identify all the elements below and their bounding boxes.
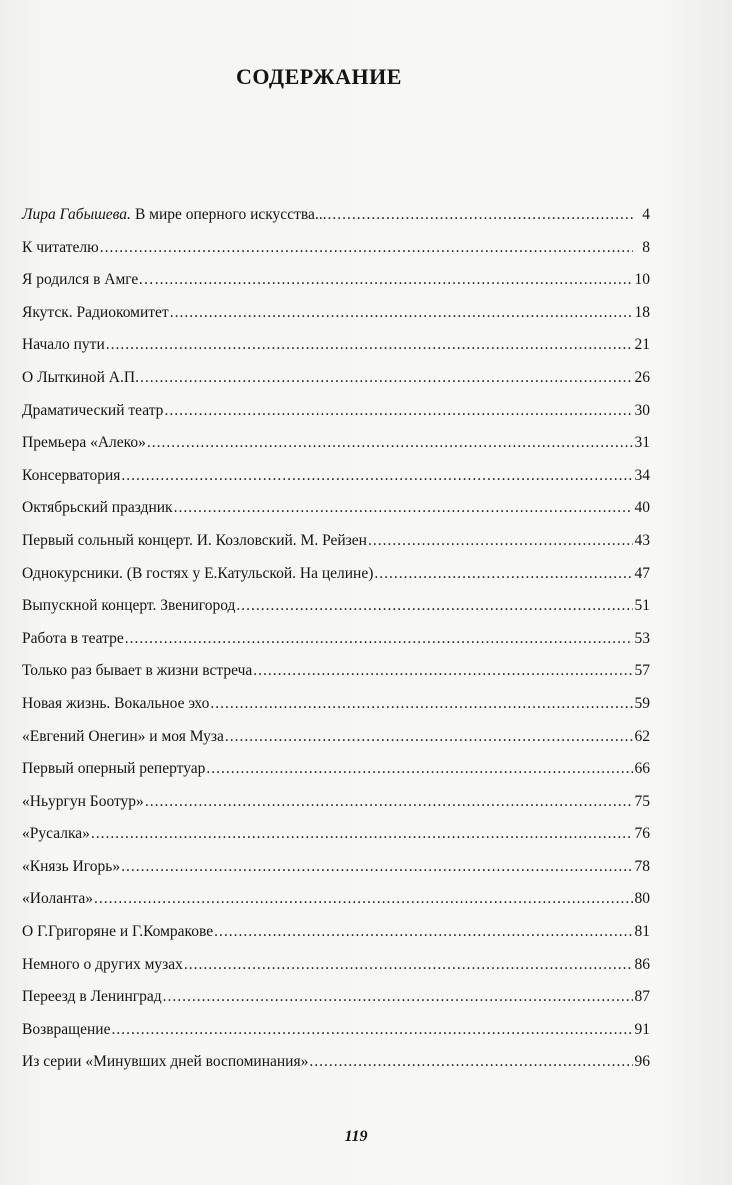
toc-entry-page-number: 66 xyxy=(634,760,650,778)
toc-entry-page-number: 8 xyxy=(642,238,650,256)
toc-entry xyxy=(22,336,650,369)
toc-entry-page-number: 10 xyxy=(634,271,650,289)
toc-entry-page-number: 80 xyxy=(634,890,650,908)
toc-entry-page-number: 31 xyxy=(634,434,650,452)
toc-entry-page-number: 57 xyxy=(634,662,650,680)
toc-dot-leader xyxy=(253,662,633,680)
toc-dot-leader xyxy=(225,728,633,746)
toc-entry xyxy=(22,662,650,695)
toc-dot-leader xyxy=(163,988,633,1006)
toc-entry-title: «Иоланта» xyxy=(22,890,93,908)
toc-dot-leader xyxy=(236,597,633,615)
toc-entry-page-number: 26 xyxy=(634,368,650,386)
toc-entry-title: Переезд в Ленинград xyxy=(22,988,162,1006)
toc-entry-title: Немного о других музах xyxy=(22,955,183,973)
toc-entry-title: Первый оперный репертуар xyxy=(22,760,206,778)
toc-entry-page-number: 86 xyxy=(634,955,650,973)
toc-entry-title: Первый сольный концерт. И. Козловский. М. Рейзен xyxy=(22,531,367,549)
toc-dot-leader xyxy=(121,858,633,876)
toc-entry-title: Из серии «Минувших дней воспоминания» xyxy=(22,1053,309,1071)
toc-dot-leader xyxy=(214,923,633,941)
toc-entry xyxy=(22,728,650,761)
toc-dot-leader xyxy=(121,467,633,485)
toc-entry-title: Октябрьский праздник xyxy=(22,499,173,517)
page-title: СОДЕРЖАНИЕ xyxy=(236,64,402,89)
toc-entry xyxy=(22,760,650,793)
toc-entry-page-number: 75 xyxy=(634,792,650,810)
toc-entry-title: Консерватория xyxy=(22,466,121,484)
toc-entry xyxy=(22,1053,650,1086)
toc-entry-title: О Лыткиной А.П. xyxy=(22,368,139,386)
toc-dot-leader xyxy=(164,402,633,420)
toc-entry-title: «Русалка» xyxy=(22,825,90,843)
toc-entry-author: Лира Габышева. xyxy=(22,206,131,223)
toc-dot-leader xyxy=(125,630,633,648)
toc-entry-title: Однокурсники. (В гостях у Е.Катульской. На целине) xyxy=(22,564,374,582)
toc-dot-leader xyxy=(91,825,633,843)
toc-entry-title: «Ньургун Боотур» xyxy=(22,792,144,810)
toc-entry xyxy=(22,271,650,304)
toc-dot-leader xyxy=(155,271,633,289)
toc-entry xyxy=(22,499,650,532)
toc-entry-title: К читателю xyxy=(22,238,99,256)
toc-entry-page-number: 30 xyxy=(634,401,650,419)
toc-dot-leader xyxy=(210,695,633,713)
toc-entry-page-number: 18 xyxy=(634,303,650,321)
toc-entry xyxy=(22,434,650,467)
toc-entry xyxy=(22,956,650,989)
toc-entry-page-number: 78 xyxy=(634,857,650,875)
toc-entry-title: Новая жизнь. Вокальное эхо xyxy=(22,694,210,712)
toc-entry-title: Начало пути xyxy=(22,336,105,354)
toc-entry xyxy=(22,923,650,956)
toc-entry-title: Возвращение xyxy=(22,1020,111,1038)
toc-entry-page-number: 81 xyxy=(634,923,650,941)
table-of-contents xyxy=(22,206,650,1086)
toc-entry xyxy=(22,304,650,337)
page-number: 119 xyxy=(344,1128,368,1145)
toc-dot-leader xyxy=(206,760,633,778)
toc-dot-leader xyxy=(327,206,633,224)
toc-entry-title: Я родился в Амге… xyxy=(22,271,154,289)
toc-dot-leader xyxy=(147,434,633,452)
toc-entry-title: Выпускной концерт. Звенигород xyxy=(22,597,236,615)
toc-entry xyxy=(22,532,650,565)
toc-entry-page-number: 21 xyxy=(634,336,650,354)
toc-entry xyxy=(22,890,650,923)
toc-entry-title: О Г.Григоряне и Г.Комракове xyxy=(22,923,214,941)
toc-dot-leader xyxy=(170,304,633,322)
toc-dot-leader xyxy=(94,890,633,908)
toc-dot-leader xyxy=(368,532,633,550)
toc-dot-leader xyxy=(174,499,633,517)
toc-entry xyxy=(22,402,650,435)
toc-entry-page-number: 43 xyxy=(634,531,650,549)
toc-entry xyxy=(22,988,650,1021)
toc-entry xyxy=(22,239,650,272)
toc-entry-page-number: 40 xyxy=(634,499,650,517)
toc-entry-page-number: 47 xyxy=(634,564,650,582)
toc-dot-leader xyxy=(374,565,633,583)
toc-entry-page-number: 76 xyxy=(634,825,650,843)
toc-entry xyxy=(22,467,650,500)
toc-entry-title: Работа в театре xyxy=(22,629,124,647)
toc-entry xyxy=(22,206,650,239)
toc-entry-page-number: 34 xyxy=(634,466,650,484)
toc-entry-page-number: 62 xyxy=(634,727,650,745)
toc-dot-leader xyxy=(309,1053,633,1071)
toc-entry xyxy=(22,630,650,663)
toc-entry-title: Только раз бывает в жизни встреча xyxy=(22,662,253,680)
toc-entry-page-number: 4 xyxy=(642,206,650,223)
toc-dot-leader xyxy=(184,956,633,974)
toc-entry-page-number: 87 xyxy=(634,988,650,1006)
toc-dot-leader xyxy=(140,369,633,387)
toc-entry-page-number: 91 xyxy=(634,1020,650,1038)
toc-entry-page-number: 51 xyxy=(634,597,650,615)
toc-entry xyxy=(22,858,650,891)
toc-entry-title: Якутск. Радиокомитет xyxy=(22,303,169,321)
toc-entry xyxy=(22,695,650,728)
toc-entry-title: «Евгений Онегин» и моя Муза xyxy=(22,727,224,745)
toc-entry-page-number: 96 xyxy=(634,1053,650,1071)
toc-dot-leader xyxy=(100,239,633,257)
toc-entry-title: В мире оперного искусства... xyxy=(134,206,327,223)
toc-dot-leader xyxy=(145,793,633,811)
toc-entry-title: Драматический театр xyxy=(22,401,164,419)
toc-entry-title: Премьера «Алеко» xyxy=(22,434,146,452)
toc-entry xyxy=(22,565,650,598)
toc-dot-leader xyxy=(111,1021,633,1039)
toc-dot-leader xyxy=(106,336,633,354)
toc-entry-page-number: 53 xyxy=(634,629,650,647)
toc-entry xyxy=(22,793,650,826)
toc-entry xyxy=(22,825,650,858)
toc-entry xyxy=(22,369,650,402)
toc-entry xyxy=(22,597,650,630)
toc-entry xyxy=(22,1021,650,1054)
toc-entry-title: «Князь Игорь» xyxy=(22,857,121,875)
toc-entry-page-number: 59 xyxy=(634,694,650,712)
